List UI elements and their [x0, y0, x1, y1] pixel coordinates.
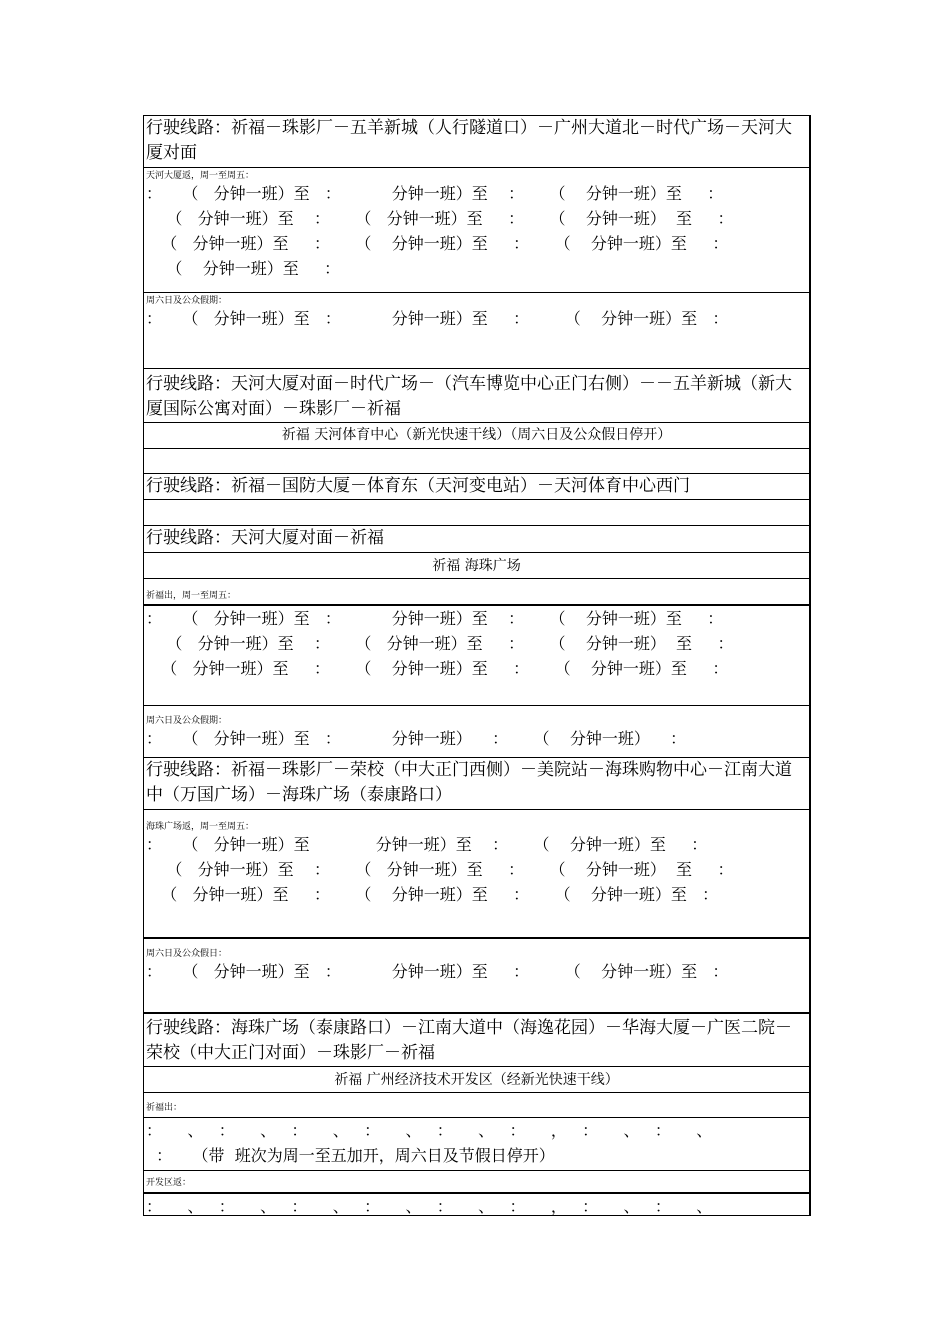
- schedule-label: 祈福出：: [146, 1103, 183, 1113]
- schedule-line: ： （ 分钟一班）至 分钟一班）至 ： （ 分钟一班）至 ：: [146, 835, 708, 854]
- section-title: 祈福 天河体育中心（新光快速干线）（周六日及公众假日停开）: [144, 422, 809, 448]
- schedule-block: [144, 1192, 809, 1216]
- route-description: 行驶线路：祈福－国防大厦－体育东（天河变电站）－天河体育中心西门: [144, 473, 809, 499]
- schedule-line: （ 分钟一班）至 ： （ 分钟一班）至 ： （ 分钟一班）至 ：: [146, 234, 729, 253]
- schedule-label: 周六日及公众假期：: [146, 296, 228, 306]
- schedule-line: ： 、 ： 、 ： 、 ： 、 ： 、 ： ， ： 、 ： 、: [146, 1121, 713, 1140]
- schedule-block: [144, 292, 809, 368]
- section-title: 祈福 广州经济技术开发区（经新光快速干线）: [144, 1066, 809, 1092]
- schedule-block: [144, 1170, 809, 1192]
- schedule-label: 周六日及公众假期：: [146, 716, 228, 726]
- schedule-block: [144, 499, 809, 525]
- route-description: 行驶线路：海珠广场（泰康路口）－江南大道中（海逸花园）－华海大厦－广医二院－荣校（中大正门对面）－珠影厂－祈福: [144, 1012, 809, 1066]
- schedule-block: [144, 705, 809, 757]
- schedule-label: 海珠广场返，周一至周五：: [146, 822, 255, 832]
- schedule-label: 祈福出，周一至周五：: [146, 591, 237, 601]
- schedule-line: （ 分钟一班）至 ： （ 分钟一班）至 ： （ 分钟一班）至 ：: [146, 885, 719, 904]
- schedule-line: ： （ 分钟一班）至 ： 分钟一班） ： （ 分钟一班） ：: [146, 729, 687, 748]
- schedule-block: [144, 578, 809, 604]
- schedule-label: 周六日及公众假日：: [146, 949, 228, 959]
- schedule-line: （ 分钟一班）至 ： （ 分钟一班）至 ： （ 分钟一班） 至 ：: [146, 634, 734, 653]
- schedule-line: （ 分钟一班）至 ： （ 分钟一班）至 ： （ 分钟一班） 至 ：: [146, 860, 734, 879]
- schedule-lines: [144, 1117, 809, 1170]
- route-description: 行驶线路：天河大厦对面－祈福: [144, 525, 809, 552]
- schedule-block: [144, 167, 809, 292]
- schedule-block: [144, 1092, 809, 1170]
- schedule-line: （ 分钟一班）至 ： （ 分钟一班）至 ： （ 分钟一班）至 ：: [146, 659, 729, 678]
- schedule-line: ： （ 分钟一班）至 ： 分钟一班）至 ： （ 分钟一班）至 ：: [146, 309, 729, 328]
- schedule-label: 开发区返：: [146, 1178, 192, 1188]
- schedule-label: 天河大厦返，周一至周五：: [146, 171, 255, 181]
- schedule-line: ： （ 分钟一班）至 ： 分钟一班）至 ： （ 分钟一班）至 ：: [146, 609, 724, 628]
- schedule-line: （ 分钟一班）至 ：: [146, 259, 341, 278]
- schedule-line: ： （ 分钟一班）至 ： 分钟一班）至 ： （ 分钟一班）至 ：: [146, 184, 724, 203]
- schedule-line: ： 、 ： 、 ： 、 ： 、 ： 、 ： ， ： 、 ： 、: [146, 1197, 713, 1216]
- schedule-block: [144, 604, 809, 705]
- route-description: 行驶线路：天河大厦对面－时代广场－（汽车博览中心正门右侧）－－五羊新城（新大厦国际公寓对面）－珠影厂－祈福: [144, 368, 809, 422]
- schedule-line: ： （带 班次为周一至五加开，周六日及节假日停开）: [146, 1146, 555, 1165]
- route-description: 行驶线路：祈福－珠影厂－荣校（中大正门西侧）－美院站－海珠购物中心－江南大道中（万国广场）－海珠广场（泰康路口）: [144, 757, 809, 809]
- section-title: 祈福 海珠广场: [144, 552, 809, 578]
- schedule-block: [144, 809, 809, 937]
- route-description: 行驶线路：祈福－珠影厂－五羊新城（人行隧道口）－广州大道北－时代广场－天河大厦对面: [144, 115, 809, 167]
- schedule-block: [144, 937, 809, 1012]
- bus-schedule-sheet: [143, 115, 811, 1216]
- schedule-line: ： （ 分钟一班）至 ： 分钟一班）至 ： （ 分钟一班）至 ：: [146, 962, 729, 981]
- schedule-block: [144, 448, 809, 473]
- schedule-line: （ 分钟一班）至 ： （ 分钟一班）至 ： （ 分钟一班） 至 ：: [146, 209, 734, 228]
